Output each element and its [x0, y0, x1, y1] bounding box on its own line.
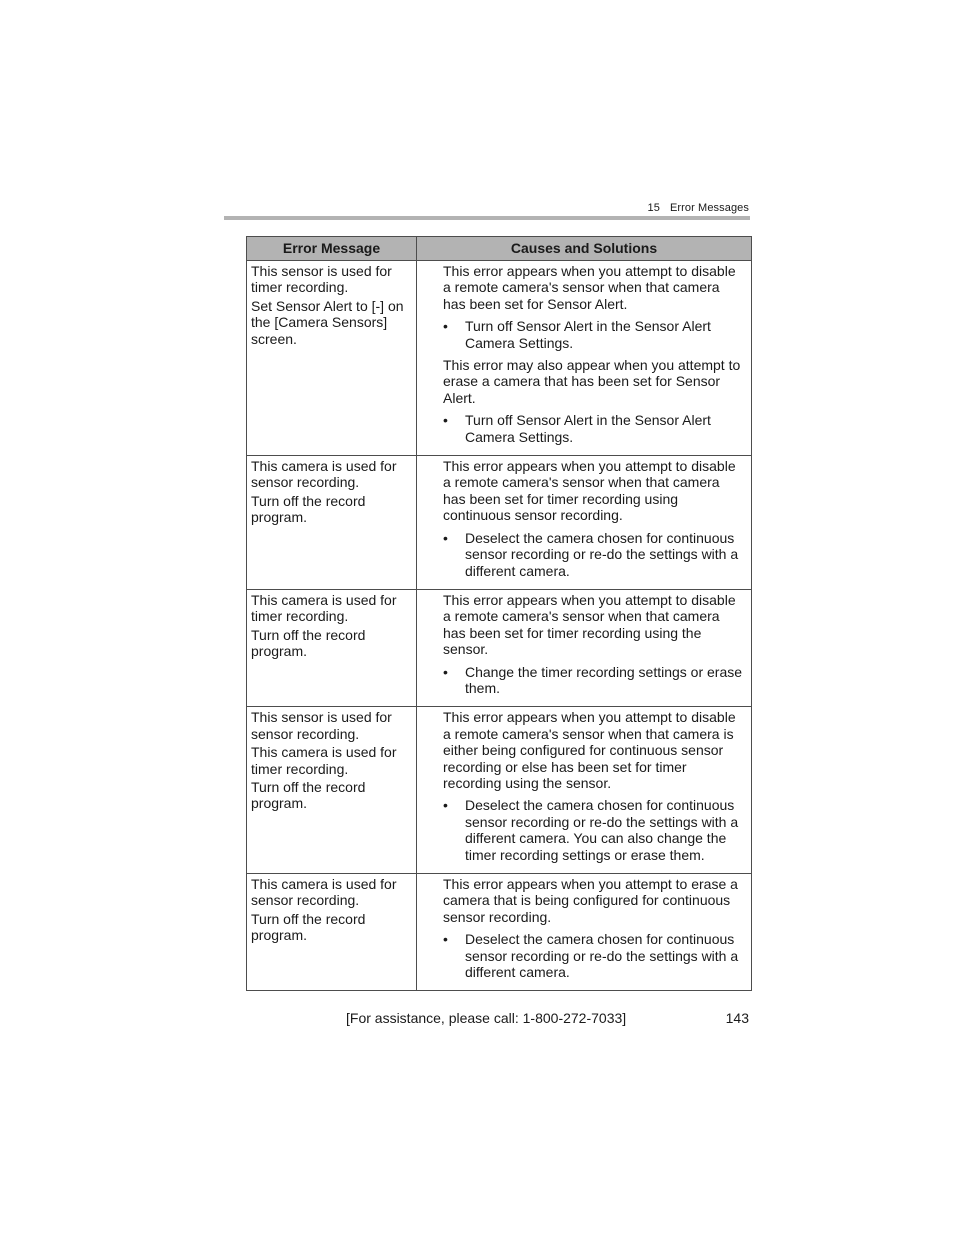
solution-bullet: • Change the timer recording settings or erase them.	[443, 664, 745, 697]
table-row	[247, 261, 752, 456]
error-message-line: This camera is used for sensor recording.	[251, 876, 397, 909]
header-rule	[224, 216, 750, 220]
table-row	[247, 456, 752, 590]
error-message-line: Turn off the record program.	[251, 492, 366, 526]
running-header	[648, 202, 749, 214]
error-message-line: This camera is used for timer recording.	[251, 744, 397, 777]
solution-paragraph: This error appears when you attempt to disable a remote camera's sensor when that camera has been set for Sensor Alert.	[443, 263, 736, 312]
solution-cell	[417, 874, 752, 991]
table-row	[247, 874, 752, 991]
table-row	[247, 589, 752, 706]
error-message-line: This sensor is used for timer recording.	[251, 263, 392, 296]
error-message-line: Turn off the record program.	[251, 778, 366, 812]
solution-bullet: • Deselect the camera chosen for continuous sensor recording or re-do the settings with a different camera.	[443, 931, 745, 980]
solution-cell	[417, 707, 752, 874]
solution-paragraph: This error appears when you attempt to disable a remote camera's sensor when that camera has been set for timer recording using continuous sensor recording.	[443, 458, 736, 524]
error-message-cell	[247, 874, 417, 991]
solution-paragraph: This error appears when you attempt to disable a remote camera's sensor when that camera has been set for timer recording using the sensor.	[443, 591, 736, 658]
solution-paragraph: This error may also appear when you attempt to erase a camera that has been set for Sensor Alert.	[443, 357, 741, 406]
page-number: 143	[725, 1010, 749, 1026]
error-message-line: Turn off the record program.	[251, 626, 366, 660]
error-message-line: Turn off the record program.	[251, 910, 366, 944]
solution-bullet: • Deselect the camera chosen for continuous sensor recording or re-do the settings with a different camera. You can also change the timer recording settings or erase them.	[443, 797, 745, 863]
solution-cell	[417, 261, 752, 456]
solution-paragraph: This error appears when you attempt to erase a camera that is being configured for continuous sensor recording.	[443, 876, 738, 925]
solution-paragraph: This error appears when you attempt to disable a remote camera's sensor when that camera is either being configured for continuous sensor recording or else has been set for timer recording using the sensor.	[443, 709, 736, 791]
solution-bullet: • Turn off Sensor Alert in the Sensor Alert Camera Settings.	[443, 318, 745, 351]
error-message-line: This camera is used for sensor recording.	[251, 458, 397, 491]
error-message-line: Set Sensor Alert to [-] on the [Camera Sensors] screen.	[251, 297, 404, 347]
table-header-row	[247, 237, 752, 261]
error-message-line: This sensor is used for sensor recording.	[251, 709, 392, 742]
solution-bullet: • Deselect the camera chosen for continuous sensor recording or re-do the settings with a different camera.	[443, 530, 745, 579]
solution-cell	[417, 456, 752, 590]
column-header-error-message: Error Message	[247, 237, 417, 261]
chapter-number: 15	[647, 202, 660, 214]
error-message-cell	[247, 456, 417, 590]
solution-bullet: • Turn off Sensor Alert in the Sensor Alert Camera Settings.	[443, 412, 745, 445]
error-message-cell	[247, 261, 417, 456]
error-message-cell	[247, 589, 417, 706]
chapter-title: Error Messages	[669, 202, 749, 214]
error-message-line: This camera is used for timer recording.	[251, 591, 397, 625]
error-message-table	[246, 236, 752, 991]
table-row	[247, 707, 752, 874]
assistance-footer: [For assistance, please call: 1-800-272-7033]	[346, 1010, 627, 1026]
error-message-cell	[247, 707, 417, 874]
solution-cell	[417, 589, 752, 706]
column-header-causes-solutions: Causes and Solutions	[417, 237, 752, 261]
